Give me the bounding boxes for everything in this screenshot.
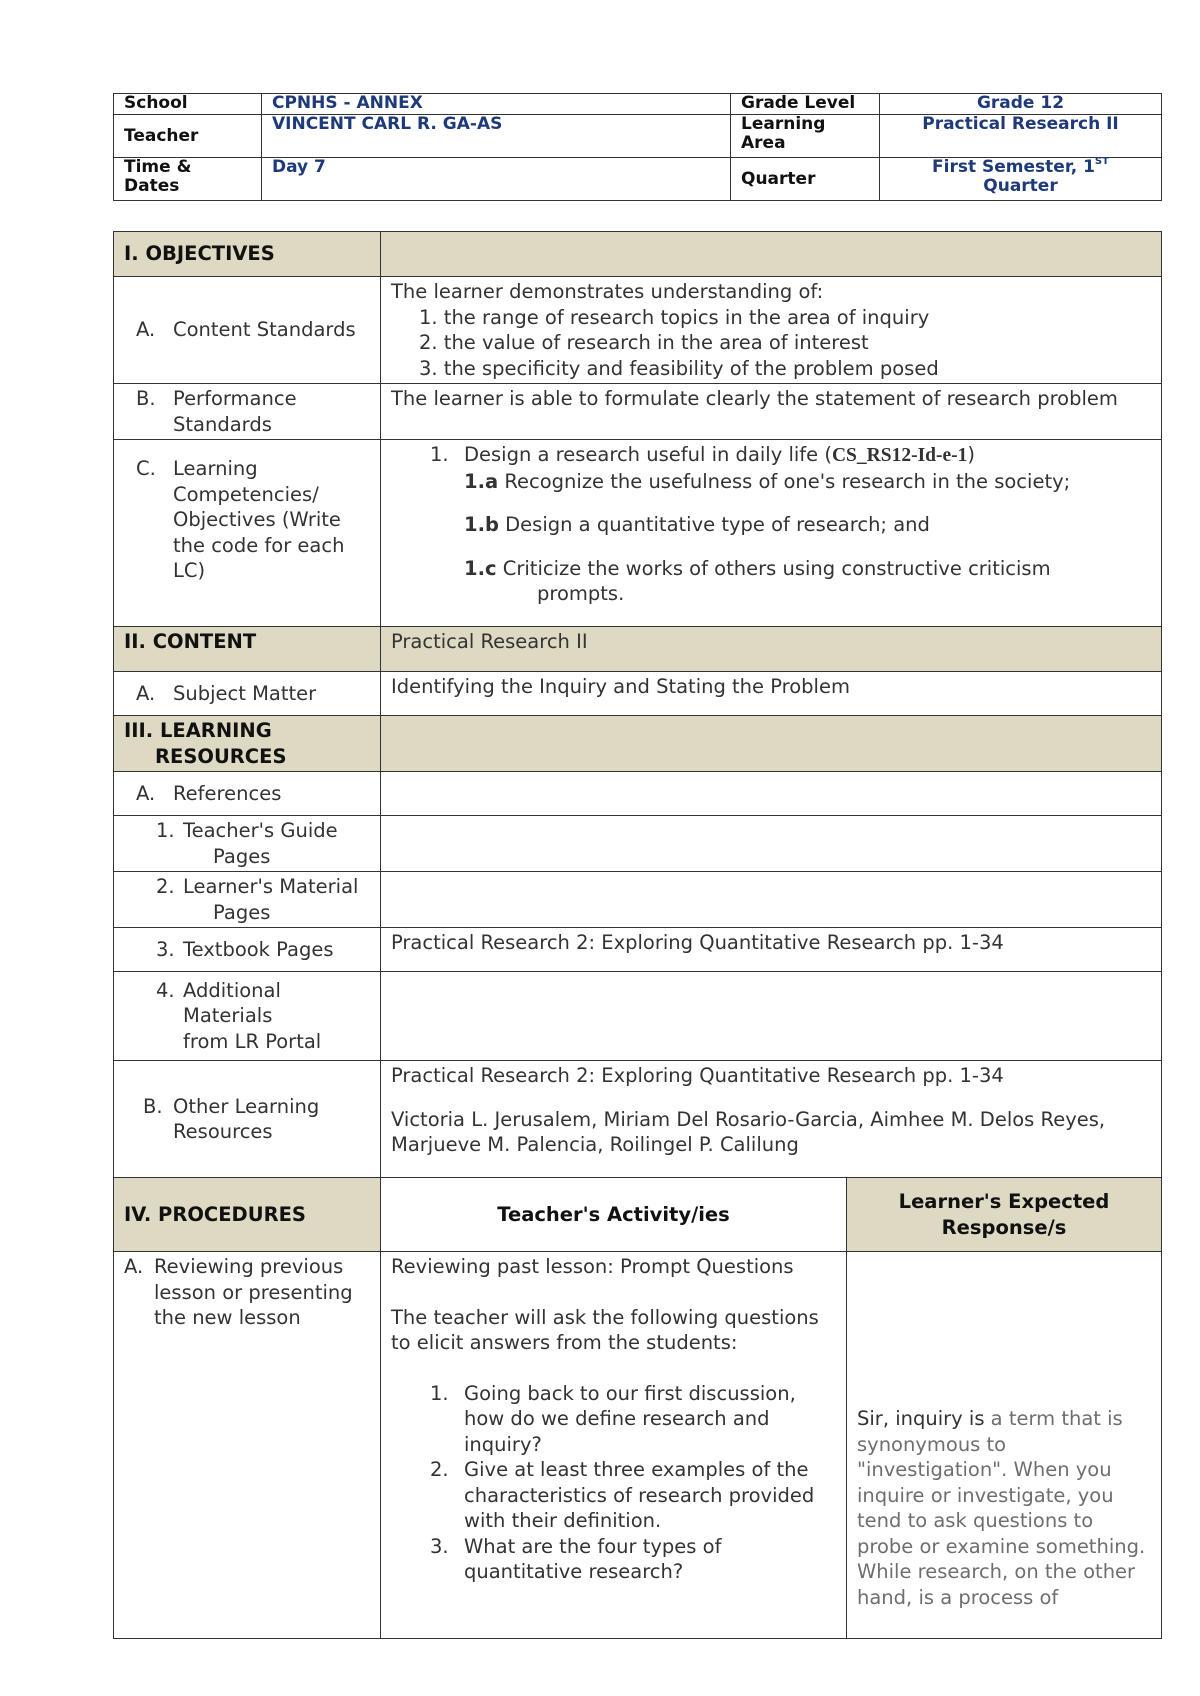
competency-code: CS_RS12-Id-e-1	[831, 445, 968, 466]
subject-matter-value: Identifying the Inquiry and Stating the Problem	[381, 672, 1162, 716]
learner-response-header: Learner's Expected Response/s	[847, 1178, 1162, 1252]
resources-heading: III. LEARNING RESOURCES	[114, 716, 381, 772]
competency-main: Design a research useful in daily life (CS_RS12-Id-e-1)	[464, 443, 976, 466]
teachers-guide-row: 1. Teacher's Guide Pages	[114, 816, 1162, 872]
subject-matter-label: Subject Matter	[173, 681, 317, 705]
learner-response: Sir, inquiry is a term that is synonymous to "investigation". When you inquire or investigate, you tend to ask questions to probe or examine something. While research, on the other hand, is a process of	[857, 1407, 1146, 1609]
teacher-label: Teacher	[114, 115, 262, 158]
school-label: School	[114, 94, 262, 115]
other-resources-row: B. Other Learning Resources Practical Research 2: Exploring Quantitative Research pp. 1-34 Victoria L. Jerusalem, Miriam Del Rosario-Garcia, Aimhee M. Delos Reyes, Marjueve M. Palencia, Roilingel P. Calilung	[114, 1061, 1162, 1178]
other-resources-label: Other Learning Resources	[173, 1094, 320, 1143]
objectives-heading: I. OBJECTIVES	[114, 232, 381, 277]
procedures-header-row	[114, 1178, 1162, 1252]
question-list	[391, 1381, 836, 1585]
competency-1b: 1.b Design a quantitative type of research; and	[464, 513, 930, 536]
competencies-row: C. Learning Competencies/ Objectives (Write the code for each LC) 1. Design a research useful in daily life (CS_RS12-Id-e-1) 1.a Recognize the usefulness of one's research in the society; 1.b Design a quantitative type of research; and 1.c Criticize the works of others using constructive criticism prompts.	[114, 440, 1162, 627]
quarter-label: Quarter	[731, 158, 880, 201]
grade-level-label: Grade Level	[731, 94, 880, 115]
procedure-a-row: A. Reviewing previous lesson or presenting the new lesson Reviewing past lesson: Prompt Questions The teacher will ask the following questions to elicit answers from the students: 1. Going back to our first discussion, how do we define research and inquiry? 2. Give at least three examples of the characteristics of research provided with their definition. 3. What are the four types of quantitative research? Sir, inquiry is a term that is synonymous to "investigation". When you inquire or investigate, you tend to ask questions to probe or examine something. While research, on the other hand, is a process of	[114, 1252, 1162, 1639]
performance-standards-row: B. Performance Standards The learner is able to formulate clearly the statement of research problem	[114, 384, 1162, 440]
content-standards-item: 1. the range of research topics in the area of inquiry	[419, 305, 930, 329]
textbook-pages-row: 3. Textbook Pages Practical Research 2: Exploring Quantitative Research pp. 1-34	[114, 928, 1162, 972]
learners-material-label: Learner's Material Pages	[183, 875, 359, 924]
competency-1c: 1.c Criticize the works of others using constructive criticism	[464, 556, 1051, 580]
content-standards-label: Content Standards	[173, 318, 356, 342]
objectives-section-row	[114, 232, 1162, 277]
additional-materials-row: 4. Additional Materials from LR Portal	[114, 972, 1162, 1061]
resources-section-row	[114, 716, 1162, 772]
references-label: References	[173, 781, 282, 805]
content-section-row	[114, 627, 1162, 672]
learners-material-row: 2. Learner's Material Pages	[114, 872, 1162, 928]
performance-standards-label: Performance Standards	[173, 387, 297, 436]
other-resources-book: Practical Research 2: Exploring Quantitative Research pp. 1-34	[391, 1064, 1004, 1087]
time-dates-value: Day 7	[262, 158, 731, 201]
competency-1a: 1.a Recognize the usefulness of one's research in the society;	[464, 469, 1071, 493]
content-standards-item: 2. the value of research in the area of interest	[419, 331, 869, 354]
competency-1c-cont: prompts.	[537, 582, 625, 605]
time-dates-label: Time & Dates	[114, 158, 262, 201]
content-standards-row: A. Content Standards The learner demonstrates understanding of: 1. the range of research topics in the area of inquiry 2. the value of research in the area of interest 3. the specificity and feasibility of the problem posed	[114, 277, 1162, 384]
teachers-guide-label: Teacher's Guide Pages	[183, 819, 338, 868]
review-intro: The teacher will ask the following questions to elicit answers from the students:	[391, 1305, 819, 1354]
learning-area-value: Practical Research II	[880, 115, 1162, 158]
competencies-label: Learning Competencies/ Objectives (Write the code for each LC)	[173, 457, 345, 582]
textbook-pages-label: Textbook Pages	[183, 937, 334, 961]
school-value: CPNHS - ANNEX	[262, 94, 731, 115]
lesson-plan-table	[113, 231, 1162, 1639]
quarter-value: First Semester, 1ST Quarter	[880, 158, 1162, 201]
procedures-heading: IV. PROCEDURES	[114, 1178, 381, 1252]
teacher-activity-header: Teacher's Activity/ies	[381, 1178, 847, 1252]
content-heading: II. CONTENT	[114, 627, 381, 672]
content-standards-item: 3. the specificity and feasibility of the problem posed	[419, 356, 939, 380]
content-value: Practical Research II	[381, 627, 1162, 672]
grade-level-value: Grade 12	[880, 94, 1162, 115]
other-resources-authors: Victoria L. Jerusalem, Miriam Del Rosario-Garcia, Aimhee M. Delos Reyes, Marjueve M. Palencia, Roilingel P. Calilung	[391, 1107, 1106, 1156]
subject-matter-row: A. Subject Matter Identifying the Inquiry and Stating the Problem	[114, 672, 1162, 716]
question-item: 3. What are the four types of quantitative research?	[430, 1534, 722, 1583]
teacher-value: VINCENT CARL R. GA-AS	[262, 115, 731, 158]
learning-area-label: Learning Area	[731, 115, 880, 158]
content-standards-intro: The learner demonstrates understanding of:	[391, 280, 824, 303]
additional-materials-label: Additional Materials from LR Portal	[183, 978, 322, 1053]
textbook-pages-value: Practical Research 2: Exploring Quantitative Research pp. 1-34	[381, 928, 1162, 972]
references-row: A. References	[114, 772, 1162, 816]
performance-standards-value: The learner is able to formulate clearly the statement of research problem	[381, 384, 1162, 440]
header-table	[113, 93, 1162, 201]
procedure-a-label: Reviewing previous lesson or presenting the new lesson	[154, 1255, 353, 1329]
question-item: 2. Give at least three examples of the characteristics of research provided with their definition.	[430, 1458, 815, 1532]
question-item: 1. Going back to our first discussion, how do we define research and inquiry?	[430, 1381, 796, 1456]
review-title: Reviewing past lesson: Prompt Questions	[391, 1255, 794, 1278]
